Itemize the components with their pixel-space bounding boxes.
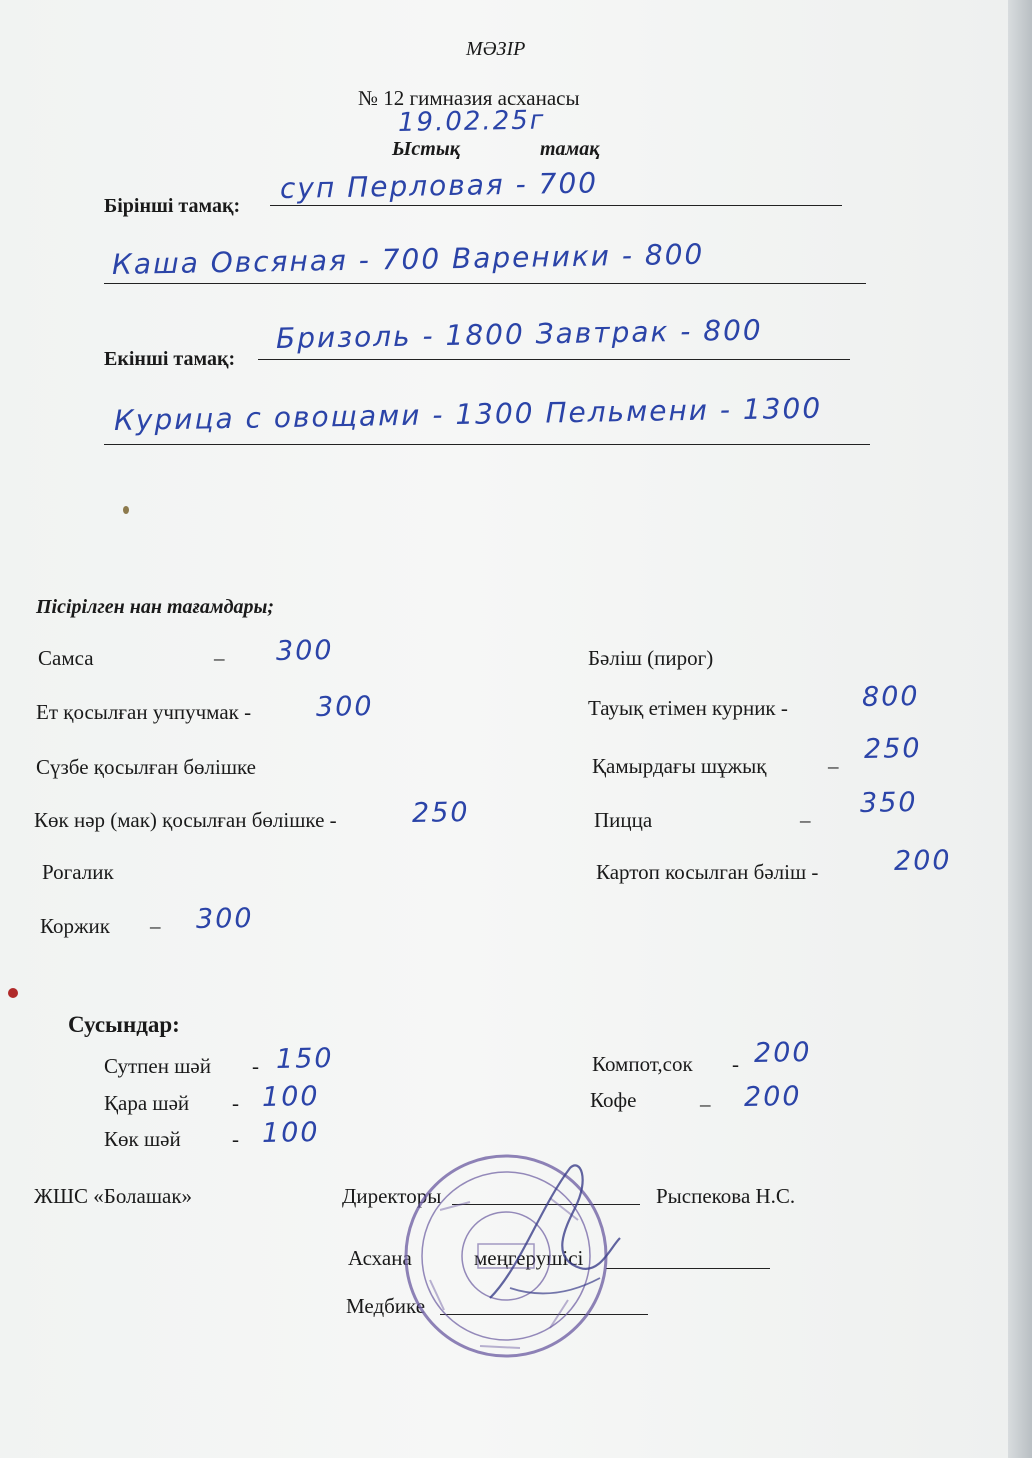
drink-item-price: 200 xyxy=(753,1036,812,1069)
drink-item-price: 100 xyxy=(261,1080,320,1113)
drinks-title: Сусындар: xyxy=(68,1012,180,1037)
organization-name: ЖШС «Болашак» xyxy=(34,1184,193,1208)
drink-item-name: Көк шәй xyxy=(104,1127,181,1151)
drink-item-price: 100 xyxy=(261,1116,320,1149)
first-course-line2 xyxy=(104,283,866,284)
manager-signature-line xyxy=(606,1268,770,1269)
bakery-item-dash: – xyxy=(800,808,811,832)
bakery-item-name: Пицца xyxy=(594,808,653,832)
bakery-item-price: 350 xyxy=(859,786,918,819)
drink-item-dash: - xyxy=(252,1054,259,1078)
first-course-entry1: суп Перловая - 700 xyxy=(279,166,599,205)
drink-item-name: Қара шәй xyxy=(104,1091,190,1115)
bakery-item-price: 300 xyxy=(275,634,334,667)
bakery-item-name: Коржик xyxy=(40,914,110,938)
drink-item-price: 150 xyxy=(275,1042,334,1075)
bakery-item-name: Самса xyxy=(38,646,94,670)
first-course-line1 xyxy=(270,205,842,206)
bakery-title: Пісірілген нан тағамдары; xyxy=(36,596,275,618)
second-course-entry2: Курица с овощами - 1300 Пельмени - 1300 xyxy=(113,391,823,437)
school-name: № 12 гимназия асханасы xyxy=(358,86,580,110)
handwritten-date: 19.02.25г xyxy=(397,105,546,138)
drink-item-name: Сутпен шәй xyxy=(104,1054,211,1078)
second-course-line2 xyxy=(104,444,870,445)
director-name: Рыспекова Н.С. xyxy=(656,1184,796,1208)
drink-item-name: Кофе xyxy=(590,1088,637,1112)
drink-item-dash: - xyxy=(732,1052,739,1076)
hot-meal-word2: тамақ xyxy=(540,138,600,160)
bakery-item-name: Сүзбе қосылған бөлішке xyxy=(36,755,257,779)
first-course-entry2: Каша Овсяная - 700 Вареники - 800 xyxy=(111,237,705,281)
bakery-item-name: Ет қосылған учпучмак - xyxy=(36,700,252,724)
drink-item-name: Компот,сок xyxy=(592,1052,693,1076)
bakery-item-price: 200 xyxy=(893,844,952,877)
red-ink-spot xyxy=(8,988,18,998)
director-label: Директоры xyxy=(342,1184,442,1208)
second-course-entry1: Бризоль - 1800 Завтрак - 800 xyxy=(275,313,763,355)
handwritten-signature xyxy=(480,1148,630,1318)
menu-title: МӘЗІР xyxy=(466,38,526,60)
drink-item-dash: - xyxy=(232,1127,239,1151)
manager-label: меңгерушісі xyxy=(474,1246,584,1270)
canteen-label: Асхана xyxy=(348,1246,412,1270)
bakery-item-price: 250 xyxy=(411,796,470,829)
bakery-item-dash: – xyxy=(828,754,839,778)
paper-edge xyxy=(1008,0,1032,1458)
bakery-item-dash: – xyxy=(150,914,161,938)
bakery-item-price: 300 xyxy=(195,902,254,935)
bakery-item-name: Рогалик xyxy=(42,860,114,884)
drink-item-dash: – xyxy=(700,1092,711,1116)
bakery-item-price: 250 xyxy=(863,732,922,765)
bakery-item-dash: – xyxy=(214,646,225,670)
paper-speck xyxy=(123,506,129,514)
bakery-item-name: Бәліш (пирог) xyxy=(588,646,714,670)
second-course-label: Екінші тамақ: xyxy=(104,348,236,370)
nurse-label: Медбике xyxy=(346,1294,426,1318)
bakery-item-price: 800 xyxy=(861,680,920,713)
second-course-line1 xyxy=(258,359,850,360)
hot-meal-word1: Ыстық xyxy=(392,138,460,160)
drink-item-dash: - xyxy=(232,1091,239,1115)
bakery-item-name: Қамырдағы шұжық xyxy=(592,754,767,778)
first-course-label: Бірінші тамақ: xyxy=(104,195,241,217)
bakery-item-price: 300 xyxy=(315,690,374,723)
bakery-item-name: Көк нәр (мак) қосылған бөлішке - xyxy=(34,808,337,832)
drink-item-price: 200 xyxy=(743,1080,802,1113)
bakery-item-name: Тауық етімен курник - xyxy=(588,696,788,720)
bakery-item-name: Картоп косылган бәліш - xyxy=(596,860,819,884)
